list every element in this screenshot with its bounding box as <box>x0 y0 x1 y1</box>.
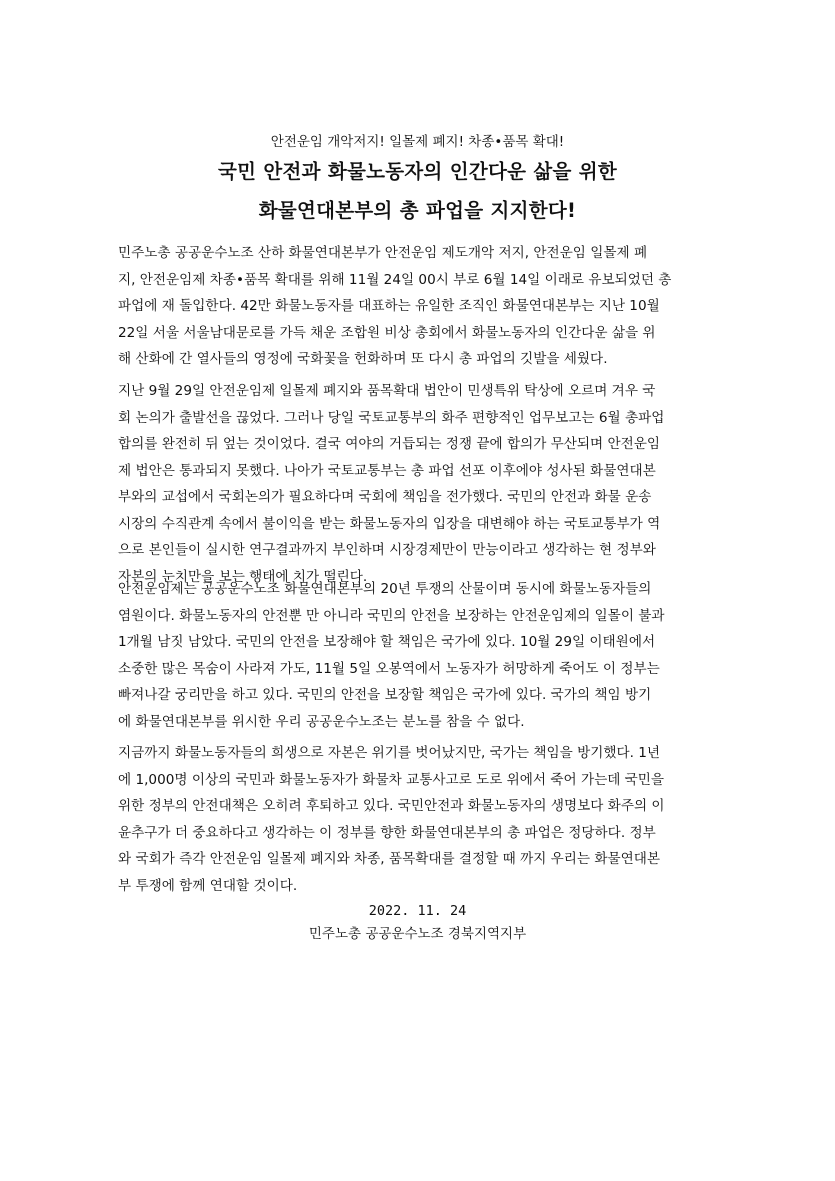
document-title-line-2: 화물연대본부의 총 파업을 지지한다! <box>258 199 577 222</box>
paragraph-line: 와 국회가 즉각 안전운임 일몰제 폐지와 차종, 품목확대를 결정할 때 까지 우리는 화물연대본 <box>118 851 661 867</box>
document-title-line-1: 국민 안전과 화물노동자의 인간다운 삶을 위한 <box>217 160 618 183</box>
document-subtitle: 안전운임 개악저지! 일몰제 폐지! 차종•품목 확대! <box>270 134 565 150</box>
paragraph-line: 파업에 재 돌입한다. 42만 화물노동자를 대표하는 유일한 조직인 화물연대본부는 지난 10월 <box>118 298 660 314</box>
paragraph-line: 회 논의가 출발선을 끊었다. 그러나 당일 국토교통부의 화주 편향적인 업무보고는 6월 총파업 <box>118 409 665 426</box>
paragraph-line: 윤추구가 더 중요하다고 생각하는 이 정부를 향한 화물연대본부의 총 파업은 정당하다. 정부 <box>118 824 656 841</box>
paragraph-line: 부 투쟁에 함께 연대할 것이다. <box>118 877 298 894</box>
paragraph-line: 소중한 많은 목숨이 사라져 가도, 11월 5일 오봉역에서 노동자가 허망하게 죽어도 이 정부는 <box>118 660 660 677</box>
paragraph-line: 염원이다. 화물노동자의 안전뿐 만 아니라 국민의 안전을 보장하는 안전운임제의 일몰이 불과 <box>118 607 665 624</box>
paragraph-line: 위한 정부의 안전대책은 오히려 후퇴하고 있다. 국민안전과 화물노동자의 생명보다 화주의 이 <box>118 798 665 814</box>
paragraph-line: 1개월 남짓 남았다. 국민의 안전을 보장해야 할 책임은 국가에 있다. 10월 29일 이태원에서 <box>118 634 656 650</box>
document-date: 2022. 11. 24 <box>368 903 467 919</box>
paragraph-line: 합의를 완전히 뒤 엎는 것이었다. 결국 여야의 거듭되는 정쟁 끝에 합의가 무산되며 안전운임 <box>118 436 661 452</box>
paragraph-line: 부와의 교섭에서 국회논의가 필요하다며 국회에 책임을 전가했다. 국민의 안전과 화물 운송 <box>118 489 652 505</box>
paragraph-line: 지, 안전운임제 차종•품목 확대를 위해 11월 24일 00시 부로 6월 14일 이래로 유보되었던 총 <box>118 271 672 288</box>
paragraph-1 <box>118 240 718 373</box>
paragraph-line: 해 산화에 간 열사들의 영정에 국화꽃을 헌화하며 또 다시 총 파업의 깃발을 세웠다. <box>118 351 608 367</box>
paragraph-2 <box>118 378 718 590</box>
paragraph-line: 빠져나갈 궁리만을 하고 있다. 국민의 안전을 보장할 책임은 국가에 있다. 국가의 책임 방기 <box>118 687 652 703</box>
paragraph-line: 안전운임제는 공공운수노조 화물연대본부의 20년 투쟁의 산물이며 동시에 화물노동자들의 <box>118 581 652 597</box>
paragraph-line: 제 법안은 통과되지 못했다. 나아가 국토교통부는 총 파업 선포 이후에야 성사된 화물연대본 <box>118 462 656 479</box>
paragraph-line: 에 화물연대본부를 위시한 우리 공공운수노조는 분노를 참을 수 없다. <box>118 713 525 730</box>
paragraph-line: 22일 서울 서울남대문로를 가득 채운 조합원 비상 총회에서 화물노동자의 인간다운 삶을 위 <box>118 324 656 341</box>
paragraph-line: 시장의 수직관계 속에서 불이익을 받는 화물노동자의 입장을 대변해야 하는 국토교통부가 역 <box>118 515 661 532</box>
paragraph-line: 에 1,000명 이상의 국민과 화물노동자가 화물차 교통사고로 도로 위에서 죽어 가는데 국민을 <box>118 771 665 788</box>
paragraph-line: 자본의 눈치만을 보는 행태에 치가 떨린다. <box>118 568 368 585</box>
paragraph-3 <box>118 576 718 735</box>
document-organization: 민주노총 공공운수노조 경북지역지부 <box>308 926 527 942</box>
paragraph-line: 으로 본인들이 실시한 연구결과까지 부인하며 시장경제만이 만능이라고 생각하는 현 정부와 <box>118 542 656 558</box>
paragraph-line: 지난 9월 29일 안전운임제 일몰제 폐지와 품목확대 법안이 민생특위 탁상에 오르며 겨우 국 <box>118 383 656 399</box>
paragraph-line: 지금까지 화물노동자들의 희생으로 자본은 위기를 벗어났지만, 국가는 책임을 방기했다. 1년 <box>118 745 661 761</box>
paragraph-4 <box>118 740 718 899</box>
paragraph-line: 민주노총 공공운수노조 산하 화물연대본부가 안전운임 제도개악 저지, 안전운임 일몰제 폐 <box>118 245 648 261</box>
